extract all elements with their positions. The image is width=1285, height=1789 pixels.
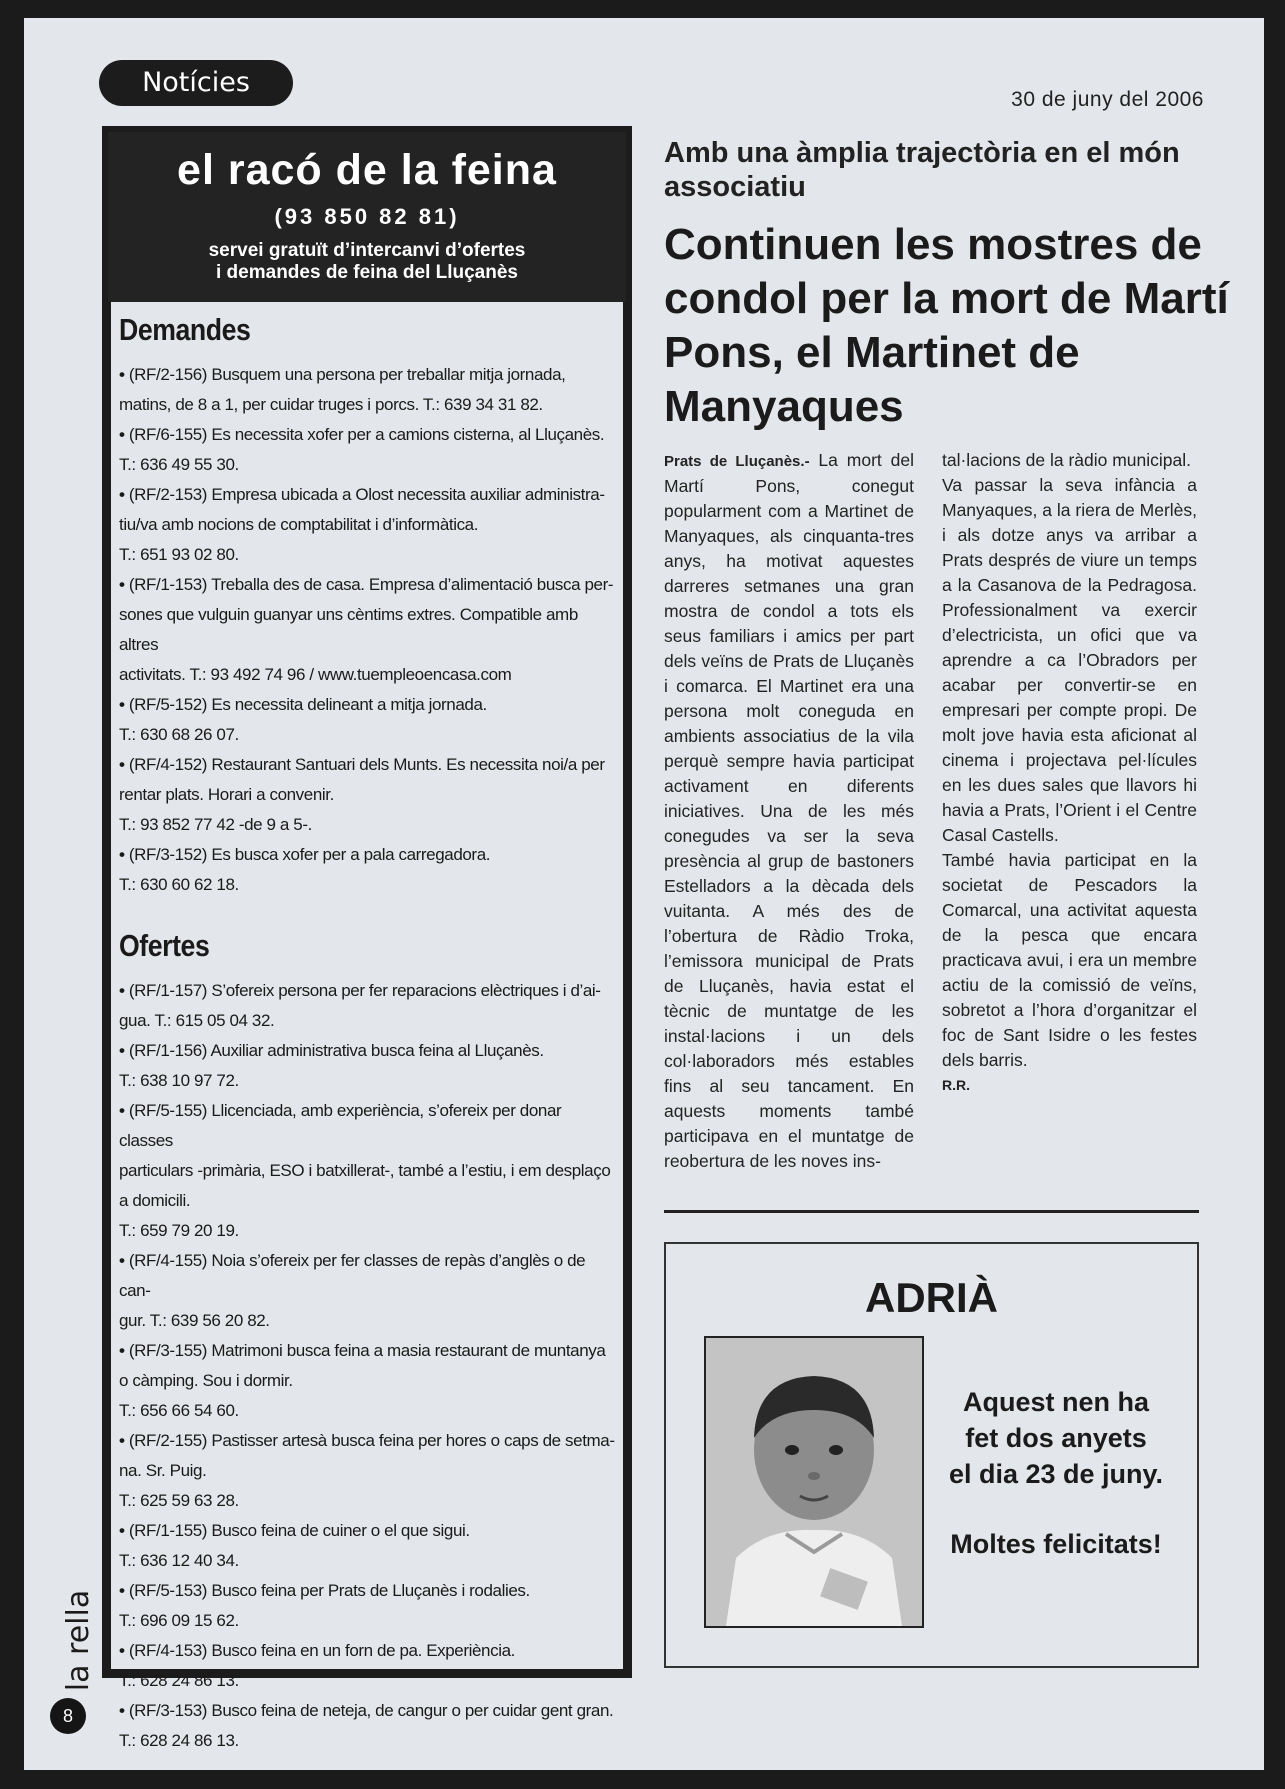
job-listing-line: matins, de 8 a 1, per cuidar truges i porcs. T.: 639 34 31 82.	[119, 395, 543, 414]
brand-text: la rella	[61, 1589, 97, 1692]
demandes-list	[119, 360, 619, 900]
birthday-line: el dia 23 de juny.	[948, 1459, 1164, 1489]
job-listing-line: o càmping. Sou i dormir.	[119, 1371, 293, 1390]
jobs-title: el racó de la feina	[177, 146, 557, 194]
article-column-2	[942, 448, 1197, 1098]
job-listing-line: tiu/va amb nocions de comptabilitat i d’informàtica.	[119, 515, 479, 534]
birthday-message	[921, 1384, 1191, 1562]
job-listing-line: activitats. T.: 93 492 74 96 / www.tuempleoencasa.com	[119, 665, 512, 684]
job-listing-line: na. Sr. Puig.	[119, 1461, 207, 1480]
jobs-subtitle-line1: servei gratuït d’intercanvi d’ofertes	[208, 240, 526, 261]
job-listing-line: • (RF/4-155) Noia s’ofereix per fer classes de repàs d’anglès o de can-	[119, 1246, 619, 1306]
birthday-box	[664, 1242, 1199, 1668]
job-listing-line: • (RF/3-152) Es busca xofer per a pala carregadora.	[119, 840, 619, 870]
job-listing-line: • (RF/1-155) Busco feina de cuiner o el que sigui.	[119, 1516, 619, 1546]
job-listing-line: • (RF/4-152) Restaurant Santuari dels Munts. Es necessita noi/a per	[119, 750, 619, 780]
section-divider	[664, 1210, 1199, 1213]
job-listing-line: • (RF/3-153) Busco feina de neteja, de cangur o per cuidar gent gran.	[119, 1696, 619, 1726]
job-listing-line: • (RF/4-153) Busco feina en un forn de pa. Experiència.	[119, 1636, 619, 1666]
job-listing-line: T.: 636 49 55 30.	[119, 455, 239, 474]
article-signature: R.R.	[942, 1077, 970, 1093]
job-listing-line: T.: 638 10 97 72.	[119, 1071, 239, 1090]
article-paragraph: tal·lacions de la ràdio municipal.	[942, 450, 1192, 470]
job-listing-line: T.: 630 60 62 18.	[119, 875, 239, 894]
jobs-box	[102, 126, 632, 1750]
article-column-1	[664, 448, 914, 1174]
ofertes-heading: Ofertes	[119, 928, 210, 963]
jobs-content	[119, 310, 619, 1756]
job-listing-line: • (RF/3-155) Matrimoni busca feina a masia restaurant de muntanya	[119, 1336, 619, 1366]
job-listing-line: a domicili.	[119, 1191, 191, 1210]
job-listing-line: T.: 636 12 40 34.	[119, 1551, 239, 1570]
section-label: Notícies	[99, 60, 293, 106]
job-listing-line: • (RF/1-153) Treballa des de casa. Empresa d’alimentació busca per-	[119, 570, 619, 600]
birthday-line: Aquest nen ha	[962, 1387, 1150, 1417]
jobs-subtitle-line2: i demandes de feina del Lluçanès	[216, 262, 518, 283]
job-listing-line: T.: 630 68 26 07.	[119, 725, 239, 744]
job-listing-line: T.: 628 24 86 13.	[119, 1671, 239, 1690]
page-number: 8	[50, 1698, 86, 1734]
job-listing-line: • (RF/5-152) Es necessita delineant a mitja jornada.	[119, 690, 619, 720]
jobs-subtitle	[108, 240, 626, 284]
job-listing-line: T.: 659 79 20 19.	[119, 1221, 239, 1240]
birthday-greeting: Moltes felicitats!	[950, 1529, 1162, 1559]
job-listing-line: • (RF/1-156) Auxiliar administrativa busca feina al Lluçanès.	[119, 1036, 619, 1066]
job-listing-line: • (RF/6-155) Es necessita xofer per a camions cisterna, al Lluçanès.	[119, 420, 619, 450]
birthday-name: ADRIÀ	[865, 1274, 998, 1321]
demandes-heading: Demandes	[119, 312, 251, 347]
job-listing-line: • (RF/2-153) Empresa ubicada a Olost necessita auxiliar administra-	[119, 480, 619, 510]
job-listing-line: rentar plats. Horari a convenir.	[119, 785, 334, 804]
article-column-1-text: La mort del Martí Pons, conegut popularment com a Martinet de Manyaques, als cinquanta-tres anys, ha motivat aquestes darreres setmanes una gran mostra de condol a tots els seus familiars i amics per part dels veïns de Prats de Lluçanès i comarca. El Martinet era una persona molt coneguda en ambients associatius de la vila perquè sempre havia participat activament en diferents iniciatives. Una de les més conegudes va ser la seva presència al grup de bastoners Estelladors a la dècada dels vuitanta. A més des de l’obertura de Ràdio Troka, l’emissora municipal de Prats de Lluçanès, havia estat el tècnic de muntatge de les instal·lacions i un dels col·laboradors més estables fins al seu tancament. En aquests moments també participava en el muntatge de reobertura de les noves ins-	[664, 450, 914, 1171]
job-listing-line: gur. T.: 639 56 20 82.	[119, 1311, 270, 1330]
article-kicker: Amb una àmplia trajectòria en el món associatiu	[664, 137, 1180, 203]
ofertes-list	[119, 976, 619, 1756]
job-listing-line: T.: 656 66 54 60.	[119, 1401, 239, 1420]
job-listing-line: T.: 625 59 63 28.	[119, 1491, 239, 1510]
newspaper-page	[24, 18, 1264, 1770]
publication-brand	[48, 1589, 98, 1692]
jobs-header	[108, 132, 626, 302]
job-listing-line: particulars -primària, ESO i batxillerat-, també a l’estiu, i em desplaço	[119, 1161, 611, 1180]
job-listing-line: • (RF/2-156) Busquem una persona per treballar mitja jornada,	[119, 360, 619, 390]
child-photo	[704, 1336, 924, 1628]
article-paragraph: Va passar la seva infància a Manyaques, a la riera de Merlès, i als dotze anys va arribar a Prats després de viure un temps a la Casanova de la Pedragosa. Professionalment va exercir d’electricista, un ofici que va aprendre a ca l’Obradors per acabar per convertir-se en empresari per compte propi. De molt jove havia esta aficionat al cinema i projectava pel·lícules en les dues sales que llavors hi havia a Prats, l’Orient i el Centre Casal Castells.	[942, 475, 1197, 845]
article-dateline: Prats de Lluçanès.-	[664, 453, 810, 470]
job-listing-line: • (RF/1-157) S’ofereix persona per fer reparacions elèctriques i d’ai-	[119, 976, 619, 1006]
job-listing-line: • (RF/5-155) Llicenciada, amb experiència, s’ofereix per donar classes	[119, 1096, 619, 1156]
issue-date: 30 de juny del 2006	[1011, 88, 1204, 111]
job-listing-line: sones que vulguin guanyar uns cèntims extres. Compatible amb altres	[119, 605, 578, 654]
jobs-phone: (93 850 82 81)	[274, 204, 460, 229]
article-headline: Continuen les mostres de condol per la mort de Martí Pons, el Martinet de Manyaques	[664, 220, 1229, 431]
article-paragraph: També havia participat en la societat de Pescadors la Comarcal, una activitat aquesta de la pesca que encara practicava avui, i era un membre actiu de la comissió de veïns, sobretot a l’hora d’organitzar el foc de Sant Isidre o les festes dels barris.	[942, 850, 1197, 1070]
job-listing-line: T.: 651 93 02 80.	[119, 545, 239, 564]
child-portrait-image	[706, 1338, 922, 1626]
job-listing-line: • (RF/5-153) Busco feina per Prats de Lluçanès i rodalies.	[119, 1576, 619, 1606]
job-listing-line: gua. T.: 615 05 04 32.	[119, 1011, 275, 1030]
job-listing-line: T.: 93 852 77 42 -de 9 a 5-.	[119, 815, 312, 834]
job-listing-line: • (RF/2-155) Pastisser artesà busca feina per hores o caps de setma-	[119, 1426, 619, 1456]
job-listing-line: T.: 628 24 86 13.	[119, 1731, 239, 1750]
job-listing-line: T.: 696 09 15 62.	[119, 1611, 239, 1630]
birthday-line: fet dos anyets	[965, 1423, 1147, 1453]
